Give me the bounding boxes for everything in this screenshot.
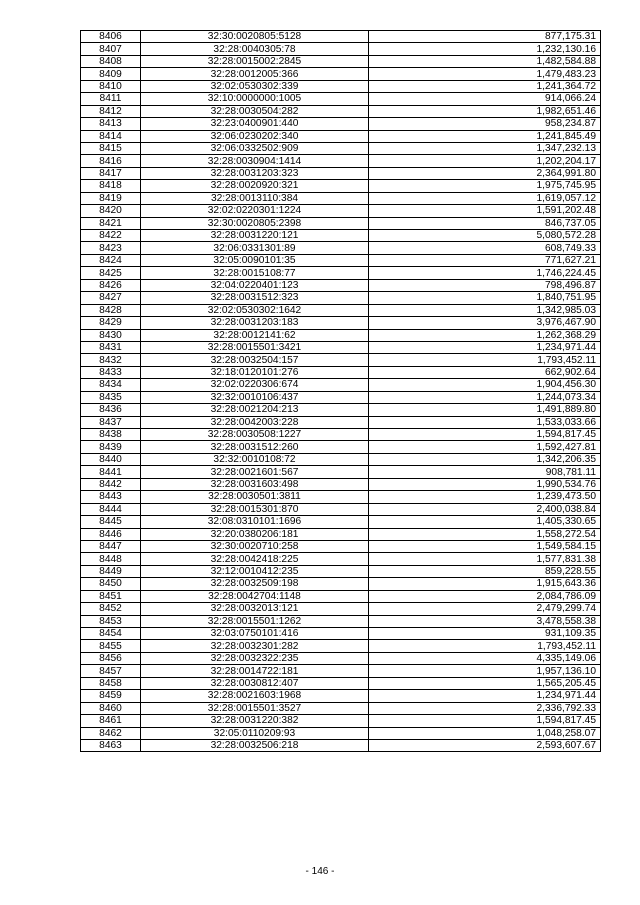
row-number: 8418 xyxy=(81,180,141,192)
cadastral-number: 32:28:0014722:181 xyxy=(141,665,369,677)
cadastral-value: 2,593,607.67 xyxy=(369,739,601,751)
row-number: 8437 xyxy=(81,416,141,428)
cadastral-value: 798,496.87 xyxy=(369,279,601,291)
cadastral-number: 32:32:0010108:72 xyxy=(141,453,369,465)
row-number: 8450 xyxy=(81,578,141,590)
cadastral-value: 1,904,456.30 xyxy=(369,379,601,391)
cadastral-value: 1,241,364.72 xyxy=(369,80,601,92)
row-number: 8427 xyxy=(81,292,141,304)
cadastral-number: 32:28:0042418:225 xyxy=(141,553,369,565)
cadastral-number: 32:28:0042704:1148 xyxy=(141,590,369,602)
cadastral-number: 32:23:0400901:440 xyxy=(141,118,369,130)
row-number: 8463 xyxy=(81,739,141,751)
cadastral-value: 1,982,651.46 xyxy=(369,105,601,117)
cadastral-value: 1,594,817.45 xyxy=(369,715,601,727)
cadastral-value: 1,565,205.45 xyxy=(369,677,601,689)
cadastral-value: 877,175.31 xyxy=(369,31,601,43)
row-number: 8435 xyxy=(81,391,141,403)
table-row xyxy=(81,702,601,714)
cadastral-value: 1,234,971.44 xyxy=(369,690,601,702)
table-row xyxy=(81,105,601,117)
cadastral-number: 32:10:0000000:1005 xyxy=(141,93,369,105)
row-number: 8423 xyxy=(81,242,141,254)
cadastral-number: 32:02:0530302:1642 xyxy=(141,304,369,316)
table-row xyxy=(81,503,601,515)
row-number: 8448 xyxy=(81,553,141,565)
table-row xyxy=(81,155,601,167)
cadastral-value: 1,591,202.48 xyxy=(369,205,601,217)
cadastral-number: 32:05:0090101:35 xyxy=(141,254,369,266)
table-row xyxy=(81,230,601,242)
cadastral-number: 32:28:0032504:157 xyxy=(141,354,369,366)
cadastral-number: 32:28:0015002:2845 xyxy=(141,55,369,67)
table-row xyxy=(81,652,601,664)
cadastral-number: 32:06:0230202:340 xyxy=(141,130,369,142)
cadastral-number: 32:04:0220401:123 xyxy=(141,279,369,291)
row-number: 8456 xyxy=(81,652,141,664)
cadastral-number: 32:28:0032301:282 xyxy=(141,640,369,652)
table-row xyxy=(81,180,601,192)
row-number: 8441 xyxy=(81,466,141,478)
cadastral-value: 914,066.24 xyxy=(369,93,601,105)
table-row xyxy=(81,254,601,266)
cadastral-value: 1,405,330.65 xyxy=(369,516,601,528)
row-number: 8449 xyxy=(81,565,141,577)
cadastral-number: 32:28:0030504:282 xyxy=(141,105,369,117)
cadastral-value: 1,746,224.45 xyxy=(369,267,601,279)
row-number: 8421 xyxy=(81,217,141,229)
cadastral-value: 1,592,427.81 xyxy=(369,441,601,453)
cadastral-number: 32:02:0220306:674 xyxy=(141,379,369,391)
cadastral-number: 32:28:0031512:323 xyxy=(141,292,369,304)
cadastral-value: 931,109.35 xyxy=(369,628,601,640)
table-row xyxy=(81,491,601,503)
cadastral-value: 1,793,452.11 xyxy=(369,354,601,366)
cadastral-value: 1,491,889.80 xyxy=(369,404,601,416)
cadastral-value: 1,793,452.11 xyxy=(369,640,601,652)
cadastral-number: 32:28:0031203:323 xyxy=(141,167,369,179)
table-row xyxy=(81,603,601,615)
cadastral-value: 2,364,991.80 xyxy=(369,167,601,179)
row-number: 8417 xyxy=(81,167,141,179)
cadastral-value: 4,335,149.06 xyxy=(369,652,601,664)
table-row xyxy=(81,142,601,154)
cadastral-value: 1,619,057.12 xyxy=(369,192,601,204)
table-row xyxy=(81,628,601,640)
row-number: 8462 xyxy=(81,727,141,739)
table-row xyxy=(81,118,601,130)
row-number: 8431 xyxy=(81,341,141,353)
cadastral-number: 32:28:0031220:382 xyxy=(141,715,369,727)
row-number: 8459 xyxy=(81,690,141,702)
row-number: 8428 xyxy=(81,304,141,316)
cadastral-value: 2,400,038.84 xyxy=(369,503,601,515)
cadastral-number: 32:28:0032322:235 xyxy=(141,652,369,664)
cadastral-number: 32:28:0032506:218 xyxy=(141,739,369,751)
cadastral-value: 1,244,073.34 xyxy=(369,391,601,403)
cadastral-number: 32:32:0010106:437 xyxy=(141,391,369,403)
row-number: 8430 xyxy=(81,329,141,341)
row-number: 8407 xyxy=(81,43,141,55)
cadastral-value: 1,533,033.66 xyxy=(369,416,601,428)
cadastral-value: 1,239,473.50 xyxy=(369,491,601,503)
cadastral-value: 3,976,467.90 xyxy=(369,317,601,329)
row-number: 8414 xyxy=(81,130,141,142)
cadastral-value: 1,241,845.49 xyxy=(369,130,601,142)
table-body xyxy=(81,31,601,752)
row-number: 8446 xyxy=(81,528,141,540)
cadastral-number: 32:28:0031603:498 xyxy=(141,478,369,490)
table-row xyxy=(81,341,601,353)
table-row xyxy=(81,441,601,453)
row-number: 8444 xyxy=(81,503,141,515)
cadastral-number: 32:08:0310101:1696 xyxy=(141,516,369,528)
table-row xyxy=(81,80,601,92)
cadastral-number: 32:28:0015501:3421 xyxy=(141,341,369,353)
cadastral-number: 32:28:0021601:567 xyxy=(141,466,369,478)
table-row xyxy=(81,31,601,43)
row-number: 8434 xyxy=(81,379,141,391)
cadastral-value: 1,594,817.45 xyxy=(369,429,601,441)
cadastral-number: 32:28:0030904:1414 xyxy=(141,155,369,167)
cadastral-number: 32:28:0015501:3527 xyxy=(141,702,369,714)
cadastral-value: 1,048,258.07 xyxy=(369,727,601,739)
row-number: 8443 xyxy=(81,491,141,503)
table-row xyxy=(81,43,601,55)
cadastral-value: 859,228.55 xyxy=(369,565,601,577)
cadastral-number: 32:28:0030812:407 xyxy=(141,677,369,689)
table-row xyxy=(81,242,601,254)
row-number: 8411 xyxy=(81,93,141,105)
row-number: 8436 xyxy=(81,404,141,416)
cadastral-number: 32:28:0030508:1227 xyxy=(141,429,369,441)
table-row xyxy=(81,192,601,204)
table-row xyxy=(81,640,601,652)
row-number: 8408 xyxy=(81,55,141,67)
row-number: 8452 xyxy=(81,603,141,615)
cadastral-value: 1,915,643.36 xyxy=(369,578,601,590)
cadastral-number: 32:28:0032013:121 xyxy=(141,603,369,615)
cadastral-number: 32:06:0332502:909 xyxy=(141,142,369,154)
cadastral-value: 1,479,483.23 xyxy=(369,68,601,80)
cadastral-value: 1,234,971.44 xyxy=(369,341,601,353)
cadastral-value: 846,737.05 xyxy=(369,217,601,229)
row-number: 8426 xyxy=(81,279,141,291)
cadastral-number: 32:28:0031512:260 xyxy=(141,441,369,453)
table-row xyxy=(81,727,601,739)
row-number: 8442 xyxy=(81,478,141,490)
row-number: 8438 xyxy=(81,429,141,441)
cadastral-number: 32:28:0032509:198 xyxy=(141,578,369,590)
table-row xyxy=(81,739,601,751)
cadastral-value: 958,234.87 xyxy=(369,118,601,130)
row-number: 8454 xyxy=(81,628,141,640)
cadastral-value: 1,577,831.38 xyxy=(369,553,601,565)
row-number: 8424 xyxy=(81,254,141,266)
row-number: 8451 xyxy=(81,590,141,602)
cadastral-value: 2,336,792.33 xyxy=(369,702,601,714)
table-row xyxy=(81,416,601,428)
cadastral-value: 1,232,130.16 xyxy=(369,43,601,55)
table-row xyxy=(81,466,601,478)
table-row xyxy=(81,429,601,441)
row-number: 8457 xyxy=(81,665,141,677)
table-row xyxy=(81,565,601,577)
cadastral-value-table xyxy=(80,30,601,752)
table-row xyxy=(81,453,601,465)
cadastral-number: 32:28:0021204:213 xyxy=(141,404,369,416)
cadastral-number: 32:28:0013110:384 xyxy=(141,192,369,204)
table-row xyxy=(81,329,601,341)
row-number: 8406 xyxy=(81,31,141,43)
cadastral-value: 1,482,584.88 xyxy=(369,55,601,67)
cadastral-value: 1,990,534.76 xyxy=(369,478,601,490)
cadastral-number: 32:28:0012141:62 xyxy=(141,329,369,341)
row-number: 8419 xyxy=(81,192,141,204)
row-number: 8410 xyxy=(81,80,141,92)
table-row xyxy=(81,267,601,279)
cadastral-number: 32:05:0110209:93 xyxy=(141,727,369,739)
cadastral-number: 32:28:0012005:366 xyxy=(141,68,369,80)
cadastral-value: 1,549,584.15 xyxy=(369,540,601,552)
row-number: 8429 xyxy=(81,317,141,329)
cadastral-value: 3,478,558.38 xyxy=(369,615,601,627)
table-row xyxy=(81,391,601,403)
cadastral-value: 1,558,272.54 xyxy=(369,528,601,540)
cadastral-number: 32:28:0030501:3811 xyxy=(141,491,369,503)
row-number: 8432 xyxy=(81,354,141,366)
cadastral-number: 32:30:0020805:5128 xyxy=(141,31,369,43)
cadastral-value: 1,202,204.17 xyxy=(369,155,601,167)
table-row xyxy=(81,690,601,702)
cadastral-value: 771,627.21 xyxy=(369,254,601,266)
cadastral-number: 32:28:0020920:321 xyxy=(141,180,369,192)
table-row xyxy=(81,130,601,142)
table-row xyxy=(81,379,601,391)
cadastral-number: 32:28:0031203:183 xyxy=(141,317,369,329)
row-number: 8453 xyxy=(81,615,141,627)
cadastral-value: 1,975,745.95 xyxy=(369,180,601,192)
row-number: 8461 xyxy=(81,715,141,727)
table-row xyxy=(81,590,601,602)
cadastral-value: 2,084,786.09 xyxy=(369,590,601,602)
cadastral-number: 32:03:0750101:416 xyxy=(141,628,369,640)
cadastral-number: 32:28:0040305:78 xyxy=(141,43,369,55)
cadastral-number: 32:18:0120101:276 xyxy=(141,366,369,378)
table-row xyxy=(81,317,601,329)
row-number: 8425 xyxy=(81,267,141,279)
cadastral-number: 32:02:0530302:339 xyxy=(141,80,369,92)
cadastral-value: 5,080,572.28 xyxy=(369,230,601,242)
row-number: 8455 xyxy=(81,640,141,652)
cadastral-number: 32:20:0380206:181 xyxy=(141,528,369,540)
cadastral-number: 32:28:0015108:77 xyxy=(141,267,369,279)
row-number: 8420 xyxy=(81,205,141,217)
row-number: 8422 xyxy=(81,230,141,242)
row-number: 8439 xyxy=(81,441,141,453)
table-row xyxy=(81,279,601,291)
table-row xyxy=(81,715,601,727)
table-row xyxy=(81,55,601,67)
cadastral-value: 1,342,206.35 xyxy=(369,453,601,465)
row-number: 8460 xyxy=(81,702,141,714)
table-row xyxy=(81,68,601,80)
table-row xyxy=(81,528,601,540)
page-number: - 146 - xyxy=(305,866,335,877)
table-row xyxy=(81,167,601,179)
table-row xyxy=(81,540,601,552)
cadastral-number: 32:28:0015301:870 xyxy=(141,503,369,515)
cadastral-value: 1,262,368.29 xyxy=(369,329,601,341)
cadastral-value: 1,957,136.10 xyxy=(369,665,601,677)
cadastral-value: 908,781.11 xyxy=(369,466,601,478)
table-row xyxy=(81,366,601,378)
table-row xyxy=(81,665,601,677)
cadastral-value: 608,749.33 xyxy=(369,242,601,254)
cadastral-number: 32:28:0042003:228 xyxy=(141,416,369,428)
cadastral-value: 1,840,751.95 xyxy=(369,292,601,304)
table-row xyxy=(81,478,601,490)
table-row xyxy=(81,578,601,590)
cadastral-number: 32:28:0015501:1262 xyxy=(141,615,369,627)
cadastral-number: 32:28:0021603:1968 xyxy=(141,690,369,702)
table-row xyxy=(81,615,601,627)
cadastral-number: 32:12:0010412:235 xyxy=(141,565,369,577)
row-number: 8416 xyxy=(81,155,141,167)
table-row xyxy=(81,677,601,689)
table-row xyxy=(81,93,601,105)
cadastral-number: 32:28:0031220:121 xyxy=(141,230,369,242)
table-row xyxy=(81,516,601,528)
table-row xyxy=(81,205,601,217)
table-row xyxy=(81,354,601,366)
cadastral-number: 32:02:0220301:1224 xyxy=(141,205,369,217)
row-number: 8445 xyxy=(81,516,141,528)
table-row xyxy=(81,553,601,565)
table-row xyxy=(81,292,601,304)
cadastral-number: 32:30:0020805:2398 xyxy=(141,217,369,229)
row-number: 8458 xyxy=(81,677,141,689)
cadastral-number: 32:06:0331301:89 xyxy=(141,242,369,254)
row-number: 8409 xyxy=(81,68,141,80)
row-number: 8413 xyxy=(81,118,141,130)
cadastral-value: 662,902.64 xyxy=(369,366,601,378)
cadastral-number: 32:30:0020710:258 xyxy=(141,540,369,552)
cadastral-value: 2,479,299.74 xyxy=(369,603,601,615)
table-row xyxy=(81,404,601,416)
row-number: 8412 xyxy=(81,105,141,117)
row-number: 8440 xyxy=(81,453,141,465)
cadastral-value: 1,347,232.13 xyxy=(369,142,601,154)
row-number: 8433 xyxy=(81,366,141,378)
table-row xyxy=(81,304,601,316)
row-number: 8415 xyxy=(81,142,141,154)
row-number: 8447 xyxy=(81,540,141,552)
table-row xyxy=(81,217,601,229)
cadastral-value: 1,342,985.03 xyxy=(369,304,601,316)
